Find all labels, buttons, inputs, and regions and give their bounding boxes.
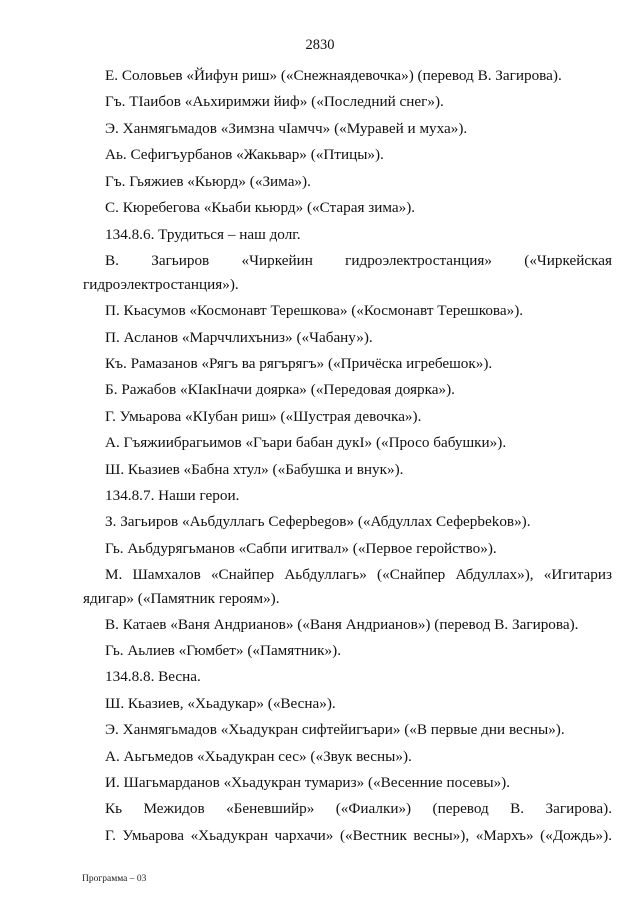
program-line: 134.8.7. Наши герои. xyxy=(105,487,240,504)
program-line: ядигар» («Памятник героям»). xyxy=(83,590,280,607)
program-line: 134.8.6. Трудиться – наш долг. xyxy=(105,226,301,243)
program-line: Э. Ханмягьмадов «Зимзна чIамчч» («Муравей и муха»). xyxy=(105,120,468,137)
program-line: гидроэлектростанция»). xyxy=(83,276,239,293)
program-line: Аь. Сефигъурбанов «Жакьвар» («Птицы»). xyxy=(105,146,384,163)
program-line: Г. Умьарова «Хьадукран чархачи» («Вестник весны»), «Мархъ» («Дождь»). xyxy=(105,827,612,844)
program-line: В. Загьиров «Чиркейин гидроэлектростанция» («Чиркейская xyxy=(105,252,612,269)
program-line: 134.8.8. Весна. xyxy=(105,668,201,685)
program-line: А. Аьгьмедов «Хьадукран сес» («Звук весны»). xyxy=(105,748,412,765)
program-line: Э. Ханмягьмадов «Хьадукран сифтейигъари» («В первые дни весны»). xyxy=(105,721,565,738)
program-line: А. Гъяжиибрагьимов «Гъари бабан дукI» («Просо бабушки»). xyxy=(105,434,507,451)
program-line: С. Кюребегова «Кьаби кьюрд» («Старая зима»). xyxy=(105,199,416,216)
program-line: Ш. Кьазиев, «Хьадукар» («Весна»). xyxy=(105,695,336,712)
program-line: Къ. Рамазанов «Рягъ ва рягърягъ» («Причёска игребешок»). xyxy=(105,355,493,372)
program-line: П. Кьасумов «Космонавт Терешкова» («Космонавт Терешкова»). xyxy=(105,302,524,319)
program-line: Б. Ражабов «КIакIначи доярка» («Передовая доярка»). xyxy=(105,381,455,398)
program-line: Гь. Аьбдурягьманов «Сабпи игитвал» («Первое геройство»). xyxy=(105,540,497,557)
program-line: Гь. Аьлиев «Гюмбет» («Памятник»). xyxy=(105,642,341,659)
program-line: Ш. Кьазиев «Бабна хтул» («Бабушка и внук»). xyxy=(105,461,404,478)
program-line: Гъ. Гьяжиев «Кьюрд» («Зима»). xyxy=(105,173,311,190)
program-line: М. Шамхалов «Снайпер Аьбдуллагь» («Снайпер Абдуллах»), «Игитариз xyxy=(105,566,612,583)
program-line: Г. Умьарова «КIубан риш» («Шустрая девочка»). xyxy=(105,408,422,425)
program-line: Е. Соловьев «Йифун риш» («Снежнаядевочка») (перевод В. Загирова). xyxy=(105,67,562,84)
program-line: И. Шагьмарданов «Хьадукран тумариз» («Весенние посевы»). xyxy=(105,774,511,791)
page-number: 2830 xyxy=(305,37,335,53)
program-line: Гъ. ТIаибов «Аьхиримжи йиф» («Последний снег»). xyxy=(105,93,444,110)
program-line: Кь Межидов «Беневшийр» («Фиалки») (перевод В. Загирова). xyxy=(105,800,612,817)
program-line: В. Катаев «Ваня Андрианов» («Ваня Андрианов») (перевод В. Загирова). xyxy=(105,616,579,633)
program-line: З. Загьиров «Аьбдуллагь Сеферbegов» («Абдуллах Сеферbekов»). xyxy=(105,513,531,530)
program-line: П. Асланов «Марччлихъниз» («Чабану»). xyxy=(105,329,373,346)
footer-label: Программа – 03 xyxy=(82,874,147,884)
